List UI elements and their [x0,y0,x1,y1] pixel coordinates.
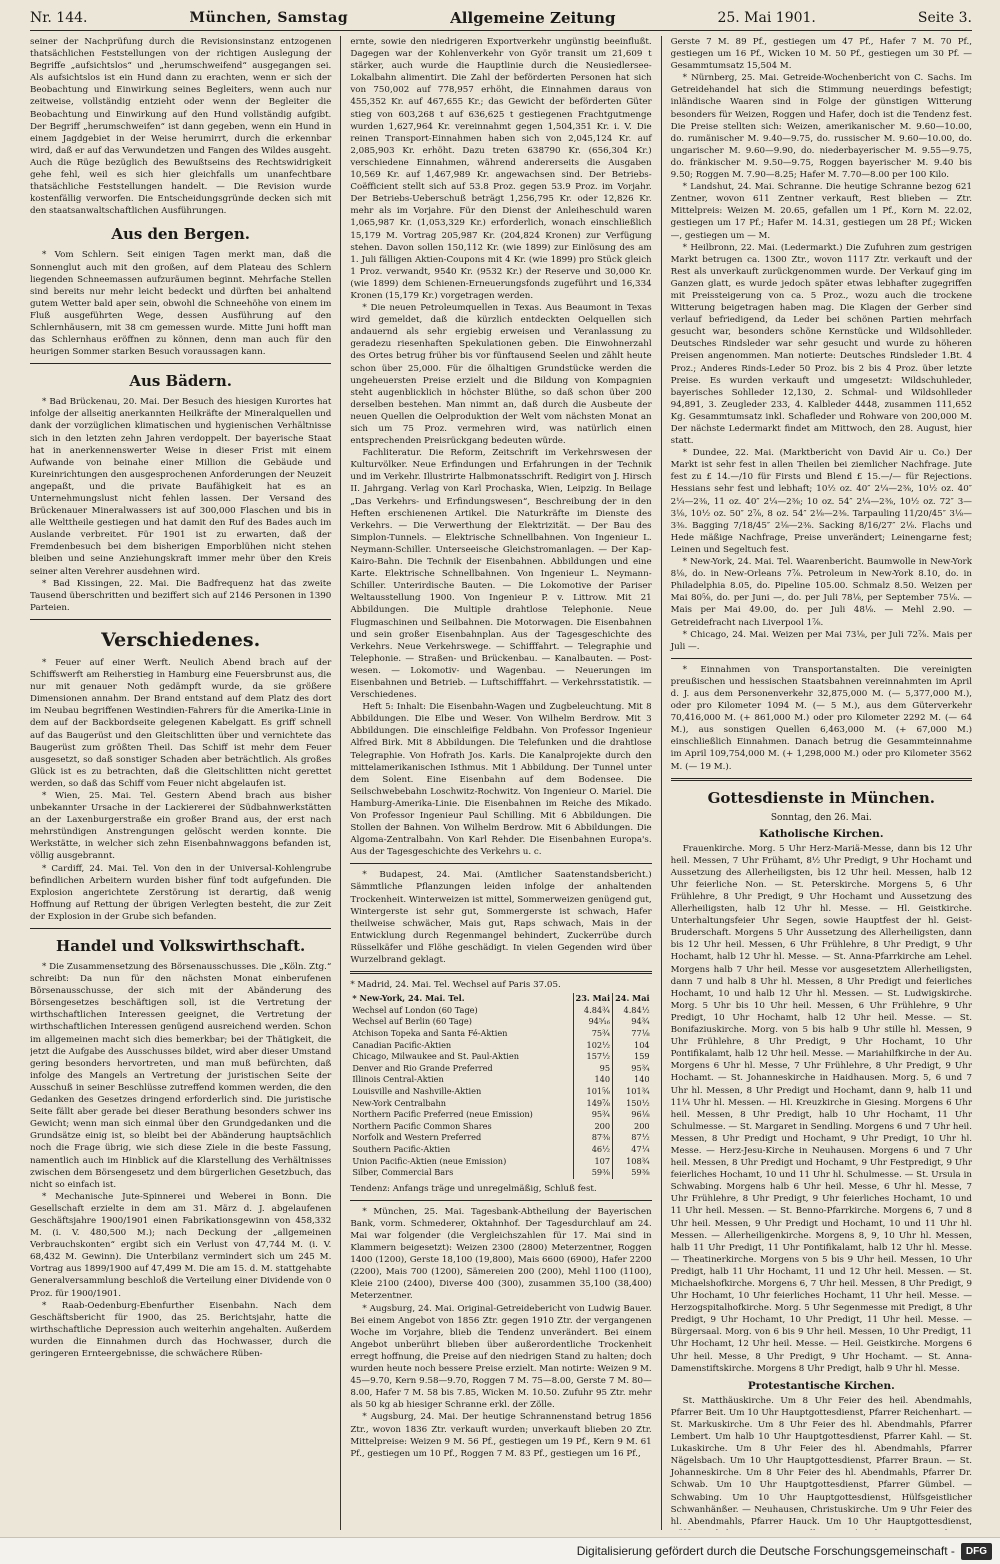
table-row [350,1144,651,1156]
quote-value: 107 [573,1156,613,1168]
quote-value: 159 [613,1051,652,1063]
table-row [350,1063,651,1075]
divider [350,1200,651,1201]
table-row [350,1167,651,1179]
quote-value: 95¾ [613,1063,652,1075]
divider [350,971,651,974]
article-text: Fachliteratur. Die Reform, Zeitschrift im Verkehrswesen der Kulturvölker. Neue Erfindungen und Erfahrungen in der Technik und im Verkehr. Illustrirte Halbmonatsschrift. Redigirt von J. Hirsch II. Jahrgang. Verlag von Karl Prochaska, Wien, Leipzig. In Beilage „Das Verkehrs- und Erfindungswesen“, Beschreibung der in den Heften erschienenen Artikel. Die Naturkräfte im Dienste des Verkehrs. — Die Verwerthung der Elektrizität. — Der Bau des Simplon-Tunnels. — Elektrische Schnellbahnen. Von Ingenieur L. Neymann-Schiller. Unterseeische Gleichstromanlagen. — Der Kap-Kairo-Bahn. Die Technik der Eisenbahnen. Abbildungen und eine Karte. Elektrische Schnellbahnen. Von Ingenieur L. Neymann-Schiller. Unterirdische Bauten. — Die Lokomotive der Pariser Weltausstellung 1900. Von Ingenieur P. v. Littrow. Mit 21 Abbildungen. Die Multiple drahtlose Telephonie. Neue Flugmaschinen und Seilbahnen. Die Motorwagen. Die Eisenbahnen und sein großer Eisenbahnplan. Aus der Tagesgeschichte des Verkehrs. Neue Verkehrswege. — Schifffahrt. — Telegraphie und Telephonie. — Straßen- und Brückenbau. — Kanalbauten. — Post-wesen. — Lokomotiv- und Wagenbau. — Neuerungen im Eisenbahnen und Betrieb. — Luftschifffahrt. — Verkehrsstatistik. — Verschiedenes. [350,448,652,701]
columns [30,36,972,1530]
ny-quotes-table [350,993,651,1179]
article-text: * Augsburg, 24. Mai. Der heutige Schrannenstand betrug 1856 Ztr., wovon 1836 Ztr. verkauft wurden; unverkauft blieben 20 Ztr. Mittelpreise: Weizen 9 M. 56 Pf., gestiegen um 19 Pf., Kern 9 M. 61 Pf., gestiegen um 10 Pf., Roggen 7 M. 83 Pf., gestiegen um 16 Pf., [350,1412,652,1459]
issue-number: Nr. 144. [30,10,88,26]
security-name: Illinois Central-Aktien [350,1074,573,1086]
security-name: Northern Pacific Preferred (neue Emission) [350,1109,573,1121]
security-name: Northern Pacific Common Shares [350,1121,573,1133]
masthead [30,6,972,31]
article-text: * Chicago, 24. Mai. Weizen per Mai 73⅛, per Juli 72⅞. Mais per Juli —. [670,629,972,652]
dfg-logo: DFG [961,1543,992,1560]
security-name: Canadian Pacific-Aktien [350,1040,573,1052]
article-text: Heft 5: Inhalt: Die Eisenbahn-Wagen und Zugbeleuchtung. Mit 8 Abbildungen. Die Elbe und Weser. Von Wilhelm Berdrow. Mit 3 Abbildungen. Die einschleifige Feldbahn. Von Professor Ingenieur Alfred Birk. Mit 8 Abbildungen. Die Telefunken und die drahtlose Telegraphie. Von Hofrath Jos. Karls. Die Kanalprojekte durch den mittelamerikanischen Isthmus. Mit 1 Abbildung. Der Tunnel unter dem Solent. Eine Eisenbahn auf dem Bodensee. Die Seilschwebebahn Loschwitz-Rochwitz. Von Ingenieur O. Mariel. Die Hamburg-Amerika-Linie. Die Eisenbahnen im Reiche des Mikado. Von Professor Ingenieur Paul Schilling. Mit 6 Abbildungen. Die Stollen der Bahnen. Von Wilhelm Berdrow. Mit 6 Abbildungen. Die Algoma-Zentralbahn. Von Karl Rehder. Die Eisenbahnen Europa's. Aus der Tagesgeschichte des Verkehrs u. c. [350,702,652,858]
quote-value: 94⁵⁄₁₆ [573,1016,613,1028]
tendenz-note: Tendenz: Anfangs träge und unregelmäßig, Schluß fest. [350,1183,597,1194]
service-date: Sonntag, den 26. Mai. [770,812,872,823]
quote-value: 95¾ [573,1109,613,1121]
article-text: * Heilbronn, 22. Mai. (Ledermarkt.) Die Zufuhren zum gestrigen Markt betrugen ca. 1300 Ztr., wovon 1117 Ztr. verkauft und der Rest als unverkauft zurückgenommen wurde. Der Verkauf ging im Ganzen glatt, es wurde jedoch später etwas lebhafter zugegriffen mit Preissteigerung von ca. 5 Proz., wozu auch die trockene Witterung beigetragen haben mag. Die Klagen der Gerber sind verlauf befriedigend, da Leder bei schönen Partien mehrfach gesucht war, besonders schöne Kernstücke und Wildsohlleder. Deutsches Rindsleder war sehr gesucht und wurde zu höheren Preisen angenommen. Man notierte: Deutsches Rindsleder 1.Bt. 4 Proz.; Anderes Rinds-Leder 50 Proz. bis 2 bis 4 Proz. über letzte Preise. Es wurden verkauft und umgesetzt: Wildschuhleder, bayerisches Sohlleder 12,130, 2. Schmal- und Wildsohlleder 94,891, 3. Zeugleder 233, 4. Kalbleder 4448, zusammen 111,652 Kg. Gesammtumsatz inkl. Schafleder und Rohware von 200,000 M. Der nächste Ledermarkt findet am Mittwoch, den 28. August, hier statt. [670,242,972,447]
article-text: * München, 25. Mai. Tagesbank-Abtheilung der Bayerischen Bank, vorm. Schmederer, Oktahnhof. Der Tagesdurchlauf am 24. Mai war folgender (die Vergleichszahlen für 17. Mai sind in Klammern beigesetzt): Weizen 2300 (2800) Meterzentner, Roggen 1400 (1200), Gerste 18,100 (19,800), Mais 6600 (6900), Hafer 2200 (2200), Mais 700 (1200), Sämereien 200 (200), Mehl 1100 (1100), Kleie 2100 (2400), Diverse 400 (300), zusammen 35,100 (38,400) Meterzentner. [350,1206,652,1302]
section-heading: Verschiedenes. [101,628,261,651]
divider [350,863,651,864]
quote-value: 77⅛ [613,1028,652,1040]
newspaper-title: Allgemeine Zeitung [450,9,616,27]
security-name: New-York Centralbahn [350,1098,573,1110]
article-text: * Wien, 25. Mai. Tel. Gestern Abend brach aus bisher unbekannter Ursache in der Lackiererei der Südbahnwerkstätten an der Laxenburgerstraße ein großer Brand aus, der erst nach mehrstündigen Anstrengungen gelöscht werden konnte. Die Werkstätte, in welcher sich zehn Eisenbahnwaggons befanden ist, völlig ausgebrannt. [30,790,332,862]
quote-value: 149⅞ [573,1098,613,1110]
article-text: St. Matthäuskirche. Um 8 Uhr Feier des heil. Abendmahls, Pfarrer Beit. Um 10 Uhr Hauptgottesdienst, Pfarrer Reichenhart. — St. Markuskirche. Um 8 Uhr Feier des hl. Abendmahls, Pfarrer Lembert. Um halb 10 Uhr Hauptgottesdienst, Pfarrer Kahl. — St. Lukaskirche. Um 8 Uhr Feier des hl. Abendmahls, Pfarrer Nägelsbach. Um 10 Uhr Hauptgottesdienst, Pfarrer Braun. — St. Johanneskirche. Um 8 Uhr Feier des hl. Abendmahls, Pfarrer Dr. Schwab. Um 10 Uhr Hauptgottesdienst, Pfarrer Gümbel. — Schwabing. Um 10 Uhr Hauptgottesdienst, Hülfsgeistlicher Schwanhänßer. — Neuhausen, Christuskirche. Um 9 Uhr Feier des hl. Abendmahls, Pfarrer Hauck. Um 10 Uhr Hauptgottesdienst, [670,1395,972,1527]
security-name: Silber, Commercial Bars [350,1167,573,1179]
article-text: Gerste 7 M. 89 Pf., gestiegen um 47 Pf., Hafer 7 M. 70 Pf., gestiegen um 16 Pf., Wicken 10 M. 50 Pf., gestiegen um 30 Pf. — Gesammtumsatz 15,504 M. [670,37,972,72]
security-name: Chicago, Milwaukee and St. Paul-Aktien [350,1051,573,1063]
quote-value: 101⅝ [573,1086,613,1098]
security-name: Norfolk and Western Preferred [350,1132,573,1144]
quote-value: 94¾ [613,1016,652,1028]
table-row [350,1109,651,1121]
security-name: Denver and Rio Grande Preferred [350,1063,573,1075]
table-row [350,1121,651,1133]
article-text: * Feuer auf einer Werft. Neulich Abend brach auf der Schiffswerft am Reiherstieg in Hamburg eine Feuersbrunst aus, die nur mit genauer Noth gedämpft wurde, da sie größere Dimensionen annahm. Der Brand entstand auf dem Platz des dort im Neubau begriffenen Westindien-Fahrers für die Amerika-Linie in dem auf der Backbordseite gelegenen Kabelgatt. Es griff schnell auf das Baugerüst und den Gleitschlitten über und vernichtete das Baugerüst zum größten Theil. Das Schiff ist mehr dem Feuer ausgesetzt, so daß sonstiger Schaden aber beträchtlich. Als großes Glück ist es zu betrachten, daß die Gleitschlitten nicht gerettet werden, so daß das Schiff vom Feuer nicht abgelaufen ist. [30,657,332,789]
article-text: * Nürnberg, 25. Mai. Getreide-Wochenbericht von C. Sachs. Im Getreidehandel hat sich die Stimmung neuerdings befestigt; inländische Waaren sind in Folge der günstigen Witterung besonders für Weizen, Roggen und Hafer, doch ist die Tendenz fest. Die Preise stellten sich: Weizen, amerikanischer M. 9.60—10.00, do. rumänischer M. 9.40—9.75, do. russischer M. 9.60—10.00, do. ungarischer M. 9.60—9.90, do. niederbayerischer M. 9.55—9.75, do. fränkischer M. 9.50—9.75, Roggen bayerischer M. 9.40 bis 9.50; Roggen M. 7.90—8.25; Hafer M. 7.70—8.00 per 100 Kilo. [670,73,972,181]
column-3 [662,36,972,1530]
article-text: * Bad Brückenau, 20. Mai. Der Besuch des hiesigen Kurortes hat infolge der allseitig anerkannten Heilkräfte der Mineralquellen und dank der vorzüglichen klimatischen und hygienischen Verhältnisse sich in den letzten zehn Jahren verdoppelt. Der bayerische Staat hat in anerkennenswerter Weise in dieser Frist mit einem Aufwande von beinahe einer Million die Gebäude und Kureinrichtungen den ausgesprochenen Anforderungen der Neuzeit angepaßt, und die private Baufähigkeit hat es an Unternehmungslust nicht fehlen lassen. Der Versand des Brückenauer Mineralwassers ist auf 300,000 Flaschen und bis in alle Welttheile gestiegen und hat damit den Ruf des Bades auch im Auslande verbreitet. Für 1901 ist zu erwarten, daß der Fremdenbesuch bei dem bisherigen Emporblühen nicht stehen bleiben und seine Anziehungskraft immer mehr über den Kreis seiner alten Verehrer ausdehnen wird. [30,397,332,577]
table-header: 23. Mai [573,993,613,1005]
issue-date: 25. Mai 1901. [717,10,816,26]
place-day: München, Samstag [189,10,349,26]
article-text: * New-York, 24. Mai. Tel. Waarenbericht. Baumwolle in New-York 8⅛, do. in New-Orleans 7⅞. Petroleum in New-York 8.10, do. in Philadelphia 8.05, do. Pipeline 105.00. Schmalz 8.50. Weizen per Mai 80⅝, do. per Juni —, do. per Juli 78⅛, per September 75⅛. — Mais per Mai 49.00, do. per Juli 48⅛. — Mehl 2.90. — Getreidefracht nach Liverpool 1⅞. [670,557,972,628]
security-name: Union Pacific-Aktien (neue Emission) [350,1156,573,1168]
quote-value: 108¾ [613,1156,652,1168]
article-text: Frauenkirche. Morg. 5 Uhr Herz-Mariä-Messe, dann bis 12 Uhr heil. Messen, 7 Uhr Frühamt, 8½ Uhr Predigt, 9 Uhr Hochamt und Aussetzung des Allerheiligsten, bis 12 Uhr heil. Messen, halb 12 Uhr feierliche Non. — St. Peterskirche. Morgens 5, 6 Uhr Frühlehre, 8 Uhr Predigt, 9 Uhr Hochamt und Aussetzung des Allerheiligsten, halb 12 Uhr hl. Messe. — Hl. Geistkirche. Unterhaltungsfeier Uhr Segen, sowie Hauptfest der hl. Geist-Bruderschaft. Morgens 5 Uhr Aussetzung des Allerheiligsten, dann bis 12 Uhr heil. Messen, 6 Uhr Frühlehre, 8 Uhr Predigt, 9 Uhr Hochamt, halb 12 Uhr hl. Messe. — St. Anna-Pfarrkirche am Lehel. Morgens halb 7 Uhr heil. Messe vor ausgesetztem Allerheiligsten, dann 7 und halb 8 Uhr hl. Messen, 8 Uhr Predigt und feierliches Hochamt, 10 und halb 12 Uhr hl. Messen. — St. Ludwigskirche. Morg. 5 Uhr bis 10 Uhr heil. Messen, 6 Uhr Frühlehre, 9 Uhr Predigt, 10 Uhr Hochamt, halb 12 Uhr heil. Messe. — St. Bonifaziuskirche. Morg. von 5 bis halb 9 Uhr stille hl. Messen, 9 Uhr Frühlehre, 8 Uhr Predigt, 9 Uhr Hochamt, 10 Uhr Pontifikalamt, halb 12 Uhr heil. Messe. — Mariahilfkirche in der Au. Morgens 6 Uhr hl. Messe, 7 Uhr Frühlehre, 8 Uhr Predigt, 9 Uhr Hochamt. — St. Johanneskirche in Haidhausen. Morg. 5, 6 und 7 Uhr hl. Messen, 8 Uhr Predigt und Hochamt, dann 9, halb 11 und 11¼ Uhr hl. Messen. — Hl. Kreuzkirche in Giesing. Morgens 6 Uhr heil. Messen, 8 Uhr Predigt, halb 10 Uhr Hochamt, 11 Uhr Schulmesse. — St. Margaret in Sendling. Morgens 6 und 7 Uhr heil. Messen, 8 Uhr Predigt und Hochamt, 9 Uhr Predigt, 10 Uhr hl. Messe. — Herz-Jesu-Kirche in Neuhausen. Morgens 6 und 7 Uhr heil. Messen, 8 Uhr Predigt und Hochamt, 9 Uhr Festpredigt, 9 Uhr feierliches Hochamt, 10 und 11 Uhr hl. Schulmesse. — St. Ursula in Schwabing. Morgens halb 6 Uhr heil. Messe, 6 Uhr hl. Messe, 7 Uhr Frühlehre, 8 Uhr Predigt, 9 Uhr feierliches Hochamt, 10 und 11 Uhr heil. Messen. — St. Benno-Pfarrkirche. Morgens 6, 7 und 8 Uhr heil. Messen, 9 Uhr Predigt und Hochamt, 10 und 11 Uhr hl. Messen. — Allerheiligenkirche. Morgens 8, 9, 10 Uhr hl. Messen, halb 11 Uhr Predigt, 11 Uhr Pontifikalamt, halb 12 Uhr hl. Messe. — Theatinerkirche. Morgens von 5 bis 9 Uhr heil. Messen, 10 Uhr Predigt, halb 11 Uhr Hochamt, 11 und 12 Uhr heil. Messen. — St. Michaelshofkirche. Morgens 6, 7 Uhr heil. Messen, 8 Uhr Predigt, 9 Uhr Hochamt, 10 Uhr feierliches Hochamt, 11 Uhr heil. Messe. — Herzogspitalhofkirche. Morg. 5 Uhr Segenmesse mit Predigt, 8 Uhr Predigt, 9 Uhr Hochamt, 10 Uhr Predigt, 11 Uhr heil. Messe. — Bürgersaal. Morg. von 6 bis 9 Uhr heil. Messen, 10 Uhr Predigt, 11 Uhr Hochamt, 12 Uhr heil. Messe. — Heil. Geistkirche. Morgens 6 Uhr heil. Messe, 8 Uhr Predigt, 9 Uhr Hochamt. — St. Anna-Damenstiftskirche. Morgens 8 Uhr Predigt, halb 9 Uhr hl. Messe. [670,843,972,1374]
table-header-row [350,993,651,1005]
table-header: 24. Mai [613,993,652,1005]
quote-value: 4.84½ [613,1005,652,1017]
quote-value: 59⅜ [613,1167,652,1179]
article-text: seiner der Nachprüfung durch die Revisionsinstanz entzogenen thatsächlichen Feststellungen von der richtigen Auslegung der Begriffe „aufsichtslos“ und „herumschweifend“ ausgegangen sei. Als aufsichtslos ist ein Hund dann zu erachten, wenn er sich der Beobachtung und Einwirkung seines Begleiters, wenn auch nur zeitweise, vollständig entzieht oder wenn der Begleiter die Beobachtung und Einwirkung auf den Hund vollständig aufgibt. Der Begriff „herumschweifen“ ist dann gegeben, wenn ein Hund in einem Jagdgebiet in der Weise herumirrt, durch die erkennbar wird, daß er auf das Verwundetzen und Fangen des Wildes ausgeht. Auch die Rüge bezüglich des Bewußtseins des Rechtswidrigkeit gehe fehl, weil es sich hier gleichfalls um unanfechtbare thatsächliche Feststellungen handelt. — Die Revision wurde kostenfällig verworfen. Die Entscheidungsgründe decken sich mit den staatsanwaltschaftlichen Ausführungen. [30,37,332,217]
section-heading: Aus den Bergen. [111,225,250,244]
table-row [350,1074,651,1086]
security-name: Wechsel auf London (60 Tage) [350,1005,573,1017]
quote-value: 87⅜ [573,1132,613,1144]
section-heading: Aus Bädern. [129,372,232,391]
quote-value: 157½ [573,1051,613,1063]
table-row [350,1028,651,1040]
quote-value: 95 [573,1063,613,1075]
security-name: Southern Pacific-Aktien [350,1144,573,1156]
article-text: * Die Zusammensetzung des Börsenausschusses. Die „Köln. Ztg.“ schreibt: Da nun für den nächsten Monat einberufenen Börsenausschusse, der sich mit der Abänderung des Börsengesetzes beschäftigen soll, ist die Vertretung der wirthschaftlichen Interessen geeignet, die Vertretung der wirthschaftlichen Interessen genügend ausreichend werden. Schon im allgemeinen macht sich dies bemerkbar; bei der Thätigkeit, die jetzt die Aufgabe des Ausschusses bildet, wird aber dieser Umstand gering besonders hervortreten, und man muß befürchten, daß infolge des Mangels an Vertretung der juristischen Seite der Ausschuß in seiner Beschlüsse zutreffend kommen werden, die den Gedanken des Gesetzes dringend erforderlich sind. Die juristische Seite fällt aber gerade bei dieser Berathung besonders schwer ins Gewicht; wenn man sich einmal über den Grundgedanken und die Grundsätze einig ist, so bleibt bei der Abänderung hauptsächlich noch die Frage übrig, wie sich diese Ziele in die beste Fassung, namentlich auch im Hinblick auf die Klarstellung des Verhältnisses zwischen dem Börsengesetz und dem bürgerlichen Gesetzbuch, das nicht so einfach ist. [30,962,332,1190]
quote-value: 200 [613,1121,652,1133]
quote-value: 150½ [613,1098,652,1110]
article-text: * Vom Schlern. Seit einigen Tagen merkt man, daß die Sonnenglut auch mit den großen, auf dem Plateau des Schlern liegenden Schneemassen aufzuräumen beginnt. Mehrfache Stellen sind bereits nur mehr leicht bedeckt und dürften bei anhaltend gutem Wetter bald aper sein, obwohl die Schneehöhe von einem im Fluß ausgeführten Wege, dessen Ausführung auf den Schlernhäusern, mit 38 cm gemessen wurde. Mitte Juni hofft man das Schlernhaus eröffnen zu können, denn man auch für den heurigen Sommer starken Besuch voraussagen kann. [30,250,332,358]
divider [30,619,331,620]
article-text: * Bad Kissingen, 22. Mai. Die Badfrequenz hat das zweite Tausend überschritten und beziffert sich auf 2146 Personen in 1390 Parteien. [30,578,332,613]
quote-value: 140 [573,1074,613,1086]
table-row [350,1098,651,1110]
article-text: * Mechanische Jute-Spinnerei und Weberei in Bonn. Die Gesellschaft erzielte in dem am 31. März d. J. abgelaufenen Geschäftsjahre 1900/1901 einen Fabrikationsgewinn von 458,332 M. (i. V. 480,500 M.); nach Deckung der „allgemeinen Verbrauchskonten“ ergibt sich ein Verlust von 47,744 M. (i. V. 68,432 M. Gewinn). Die Unterbilanz vermindert sich um 245 M. Vortrag aus 1899/1900 auf 47,499 M. Die am 15. d. M. stattgehabte Generalversammlung beschloß die Verteilung einer Dividende von 0 Proz. für 1900/1901. [30,1191,332,1299]
article-text: * Die neuen Petroleumquellen in Texas. Aus Beaumont in Texas wird gemeldet, daß die kürzlich entdeckten Oelquellen sich andauernd als sehr ergiebig erweisen und Veranlassung zu geradezu riesenhaften Spekulationen geben. Die Einwohnerzahl des Ortes betrug früher bis vor fünftausend Seelen und zählt heute schon über 25,000. Für die ölhaltigen Grundstücke werden die ungeheuersten Preise erzielt und die Bildung von Kompagnien steht augenblicklich in höchster Blüthe, so daß schon über 200 derselben bestehen. Man nimmt an, daß durch die Ausbeute der neuen Quellen die Oelproduktion der Welt vom nächsten Monat an sich um 75 Proz. vermehren wird, was natürlich einen entsprechenden Preisrückgang bedeuten würde. [350,303,652,447]
article-text: * Augsburg, 24. Mai. Original-Getreidebericht von Ludwig Bauer. Bei einem Angebot von 1856 Ztr. gegen 1910 Ztr. der vergangenen Woche im Vorjahre, blieb die Tendenz unverändert. Bei einem Angebot unberührt blieben über außerordentliche Trockenheit erregt hoffnung, die Preise auf den niedrigen Stand zu halten; doch wurden heute noch bessere Preise erzielt. Man notirte: Weizen 9 M. 45—9.70, Kern 9.58—9.70, Roggen 7 M. 75—8.00, Gerste 7 M. 80—8.00, Hafer 7 M. 58 bis 7.85, Wicken M. 10.50. Zufuhr 95 Ztr. mehr als 50 kg ab hiesiger Schranne erkl. der Zölle. [350,1303,652,1411]
section-heading: Handel und Volkswirthschaft. [56,937,306,955]
article-text: * Landshut, 24. Mai. Schranne. Die heutige Schranne bezog 621 Zentner, wovon 611 Zentner verkauft, Rest blieben — Ztr. Mittelpreis: Weizen M. 20.65, gefallen um 1 Pf., Korn M. 22.02, gestiegen um 17 Pf.; Hafer M. 14.31, gestiegen um 28 Pf.; Wicken —, gestiegen um — M. [670,182,972,241]
table-header: * New-York, 24. Mai. Tel. [350,993,573,1005]
quote-value: 104 [613,1040,652,1052]
divider [671,658,972,659]
article-text: * Dundee, 22. Mai. (Marktbericht von David Air u. Co.) Der Markt ist sehr fest in allen Theilen bei ziemlicher Nachfrage. Jute fest zu £ 14.—/10 für Firsts und Blend £ 15.—/— für Rejections. Hessians sehr fest und lebhaft; 10½ oz. 40″ 2¼—2⅜, 10½ oz. 40″ 2¼—2⅜, 11 oz. 40″ 2¼—2⅜; 10 oz. 54″ 2¼—2⅜, 10½ oz. 72″ 3—3⅛, 10½ oz. 50″ 2⅞, 8 oz. 54″ 2⅛—2⅜. Tarpauling 11/20/45″ 3⅛—3⅜. Bagging 7/18/45″ 2⅛—2⅜. Sacking 8/16/27″ 2⅛. Flachs und Hede mäßige Nachfrage, Preise unverändert; Leinengarne fest; Leinen und Segeltuch fest. [670,448,972,555]
table-row [350,1132,651,1144]
table-row [350,1156,651,1168]
quote-value: 101¾ [613,1086,652,1098]
quote-value: 46½ [573,1144,613,1156]
article-text: * Einnahmen von Transportanstalten. Die vereinigten preußischen und hessischen Staatsbahnen vereinnahmten im April d. J. aus dem Personenverkehr 32,875,000 M. (— 5,377,000 M.), oder pro Kilometer 1094 M. (— 5 M.), aus dem Güterverkehr 70,416,000 M. (+ 861,000 M.) oder pro Kilometer 2292 M. (— 64 M.), aus sonstigen Quellen 6,463,000 M. (+ 67,000 M.) einschließlich Einnahmen. Danach betrug die Gesammteinnahme im April 109,754,000 M. (+ 1,298,000 M.) oder pro Kilometer 3562 M. (— 19 M.). [670,664,972,772]
article-text: ernte, sowie den niedrigeren Exportverkehr ungünstig beeinflußt. Dagegen war der Kohlenverkehr von Györ transit um 21,609 t stärker, auch wurde die Hauptlinie durch die Neusiedlersee-Lokalbahn alimentirt. Die Zahl der beförderten Personen hat sich von 750,002 auf 778,957 erhöht, die Einnahmen daraus von 455,352 Kr. auf 467,655 Kr.; das Gewicht der beförderten Güter stieg von 603,268 t auf 636,625 t gestiegenen Frachtgutmenge wurden 1,627,964 Kr. vereinnahmt gegen 1,504,351 Kr. i. V. Die reinen Transport-Einnahmen haben sich von 2,045,124 Kr. auf 2,085,903 Kr. erhöht. Dazu treten 638790 Kr. (656,304 Kr.) verschiedene Einnahmen, während andererseits die Ausgaben 10,569 Kr. auf 1,467,989 Kr. angewachsen sind. Der Betriebs-Coëfficient stellt sich auf 53.8 Proz. gegen 53.9 Proz. im Vorjahr. Der Betriebs-Ueberschuß beträgt 1,256,795 Kr. oder 12,826 Kr. mehr als im Vorjahre. Für den Dienst der Anleiheschuld waren 1,065,987 Kr. (1,053,329 Kr.) erforderlich, wonach einschließlich 15,179 M. Vortrag 205,987 Kr. (204,824 Kronen) zur Verfügung stehen. Davon sollen 150,112 Kr. (wie 1899) zur Einlösung des am 1. Juli fälligen Aktien-Coupons mit 4 Kr. (wie 1899) pro Stück gleich 1 Proz. verwandt, 9540 Kr. (9532 Kr.) der Reserve und 30,000 Kr. (wie 1899) dem Schienen-Erneuerungsfonds zugeführt und 16,334 Kronen (15,179 Kr.) vorgetragen werden. [350,37,652,301]
security-name: Atchison Topeka and Santa Fé-Aktien [350,1028,573,1040]
quote-value: 96⅛ [613,1109,652,1121]
section-heading: Gottesdienste in München. [707,788,936,807]
divider [30,363,331,364]
quote-value: 140 [613,1074,652,1086]
subsection-heading: Katholische Kirchen. [759,827,884,840]
quote-value: 102½ [573,1040,613,1052]
quote-value: 200 [573,1121,613,1133]
quote-value: 59⅜ [573,1167,613,1179]
table-row [350,1016,651,1028]
subsection-heading: Protestantische Kirchen. [747,1379,895,1392]
quote-value: 4.84¾ [573,1005,613,1017]
quote-value: 47¼ [613,1144,652,1156]
funding-note: Digitalisierung gefördert durch die Deutsche Forschungsgemeinschaft - [576,1544,955,1558]
article-text: * Raab-Oedenburg-Ebenfurther Eisenbahn. Nach dem Geschäftsbericht für 1900, das 25. Berichtsjahr, hatte die wirthschaftliche Depression auch weiterhin angehalten. Außerdem wurden die Einnahmen durch das Hochwasser, durch die geringeren Ernteergebnisse, die schwächere Rüben- [30,1300,332,1359]
article-text: * Cardiff, 24. Mai. Tel. Von den in der Universal-Kohlengrube befindlichen Arbeitern wurden bisher fünf todt aufgefunden. Die Explosion angerichtete Zerstörung ist derartig, daß wenig Hoffnung auf Rettung der übrigen Verlegten besteht, die zur Zeit der Explosion in der Grube sich befanden. [30,863,332,922]
table-row [350,1005,651,1017]
column-2 [341,36,661,1530]
page-number: Seite 3. [917,10,972,26]
column-1 [30,36,341,1530]
viewer-footer [0,1537,1000,1564]
quote-value: 87½ [613,1132,652,1144]
divider [30,928,331,929]
security-name: Wechsel auf Berlin (60 Tage) [350,1016,573,1028]
quote-value: 75¾ [573,1028,613,1040]
divider [671,778,972,781]
table-row [350,1040,651,1052]
table-row [350,1051,651,1063]
table-row [350,1086,651,1098]
madrid-quote: * Madrid, 24. Mai. Tel. Wechsel auf Paris 37.05. [350,980,561,991]
security-name: Louisville and Nashville-Aktien [350,1086,573,1098]
article-text: * Budapest, 24. Mai. (Amtlicher Saatenstandsbericht.) Sämmtliche Pflanzungen leiden infolge der anhaltenden Trockenheit. Winterweizen ist mittel, Sommerweizen genügend gut, Wintergerste ist sehr gut, Sommergerste ist schwach, Hafer theilweise schwächer, Mais gut, Raps schwach, Mais in der Entwicklung durch Regenmangel behindert, Zuckerrübe durch Rüsselkäfer und Flöhe geschädigt. In vielen Gegenden wird über Wurzelbrand geklagt. [350,870,652,966]
